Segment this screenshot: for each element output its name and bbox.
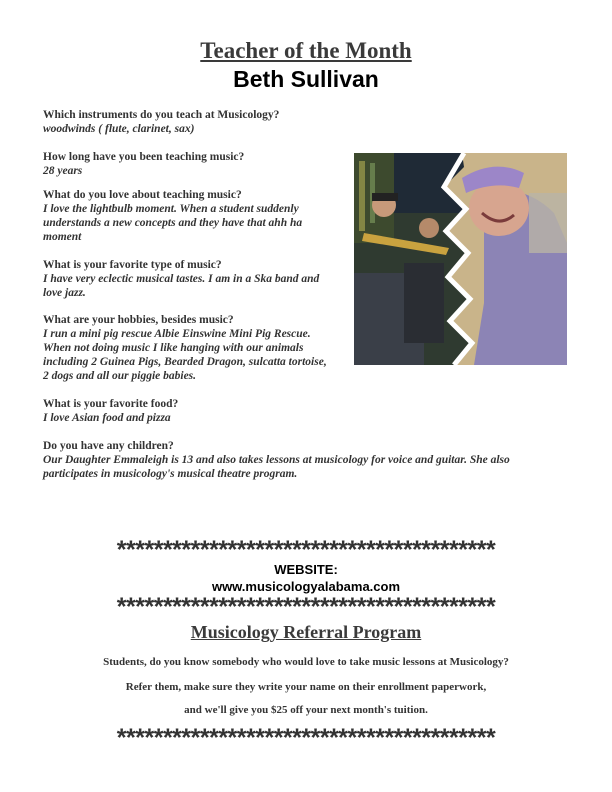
answer: love jazz. — [43, 287, 86, 299]
teacher-name: Beth Sullivan — [233, 66, 379, 92]
question: Which instruments do you teach at Musicology? — [43, 109, 280, 121]
answer: understands a new concepts and they have that ahh ha — [43, 217, 303, 229]
star-divider-text: ***************************************** — [116, 593, 496, 621]
star-divider-middle — [0, 593, 612, 622]
qa-item-years — [43, 150, 244, 178]
question: What do you love about teaching music? — [43, 189, 242, 201]
answer: When not doing music I like hanging with our animals — [43, 342, 304, 354]
website-link[interactable]: www.musicologyalabama.com — [211, 579, 401, 594]
referral-line: and we'll give you $25 off your next month's tuition. — [184, 704, 428, 716]
photo-illustration — [354, 153, 567, 365]
answer: I love Asian food and pizza — [43, 412, 171, 424]
question: How long have you been teaching music? — [43, 151, 245, 163]
website-label: WEBSITE: — [274, 562, 338, 577]
answer: moment — [43, 231, 82, 243]
question: What are your hobbies, besides music? — [43, 314, 234, 326]
referral-title: Musicology Referral Program — [190, 622, 422, 642]
answer: Our Daughter Emmaleigh is 13 and also takes lessons at musicology for voice and guitar. She also — [43, 454, 510, 466]
qa-item-instruments — [43, 108, 279, 136]
answer: I have very eclectic musical tastes. I am in a Ska band and — [43, 273, 320, 285]
qa-item-love — [43, 188, 302, 244]
answer: 2 dogs and all our piggie babies. — [43, 370, 197, 382]
answer: participates in musicology's musical theatre program. — [43, 468, 298, 480]
answer: including 2 Guinea Pigs, Bearded Dragon, sulcatta tortoise, — [43, 356, 327, 368]
qa-item-music-type — [43, 258, 319, 300]
answer: 28 years — [43, 165, 83, 177]
question: What is your favorite food? — [43, 398, 179, 410]
referral-line: Refer them, make sure they write your name on their enrollment paperwork, — [125, 681, 487, 693]
referral-line: Students, do you know somebody who would love to take music lessons at Musicology? — [103, 656, 509, 668]
question: What is your favorite type of music? — [43, 259, 222, 271]
star-divider-bottom — [0, 724, 612, 753]
star-divider-top — [0, 536, 612, 565]
qa-item-children — [43, 439, 510, 481]
star-divider-text: ***************************************** — [116, 536, 496, 564]
answer: I love the lightbulb moment. When a student suddenly — [43, 203, 299, 215]
star-divider-text: ***************************************** — [116, 724, 496, 752]
question: Do you have any children? — [43, 440, 174, 452]
page-title: Teacher of the Month — [200, 38, 412, 63]
teacher-photo-collage — [354, 153, 567, 365]
answer: woodwinds ( flute, clarinet, sax) — [43, 123, 195, 135]
qa-item-food — [43, 397, 178, 425]
answer: I run a mini pig rescue Albie Einswine Mini Pig Rescue. — [43, 328, 311, 340]
qa-item-hobbies — [43, 313, 327, 383]
